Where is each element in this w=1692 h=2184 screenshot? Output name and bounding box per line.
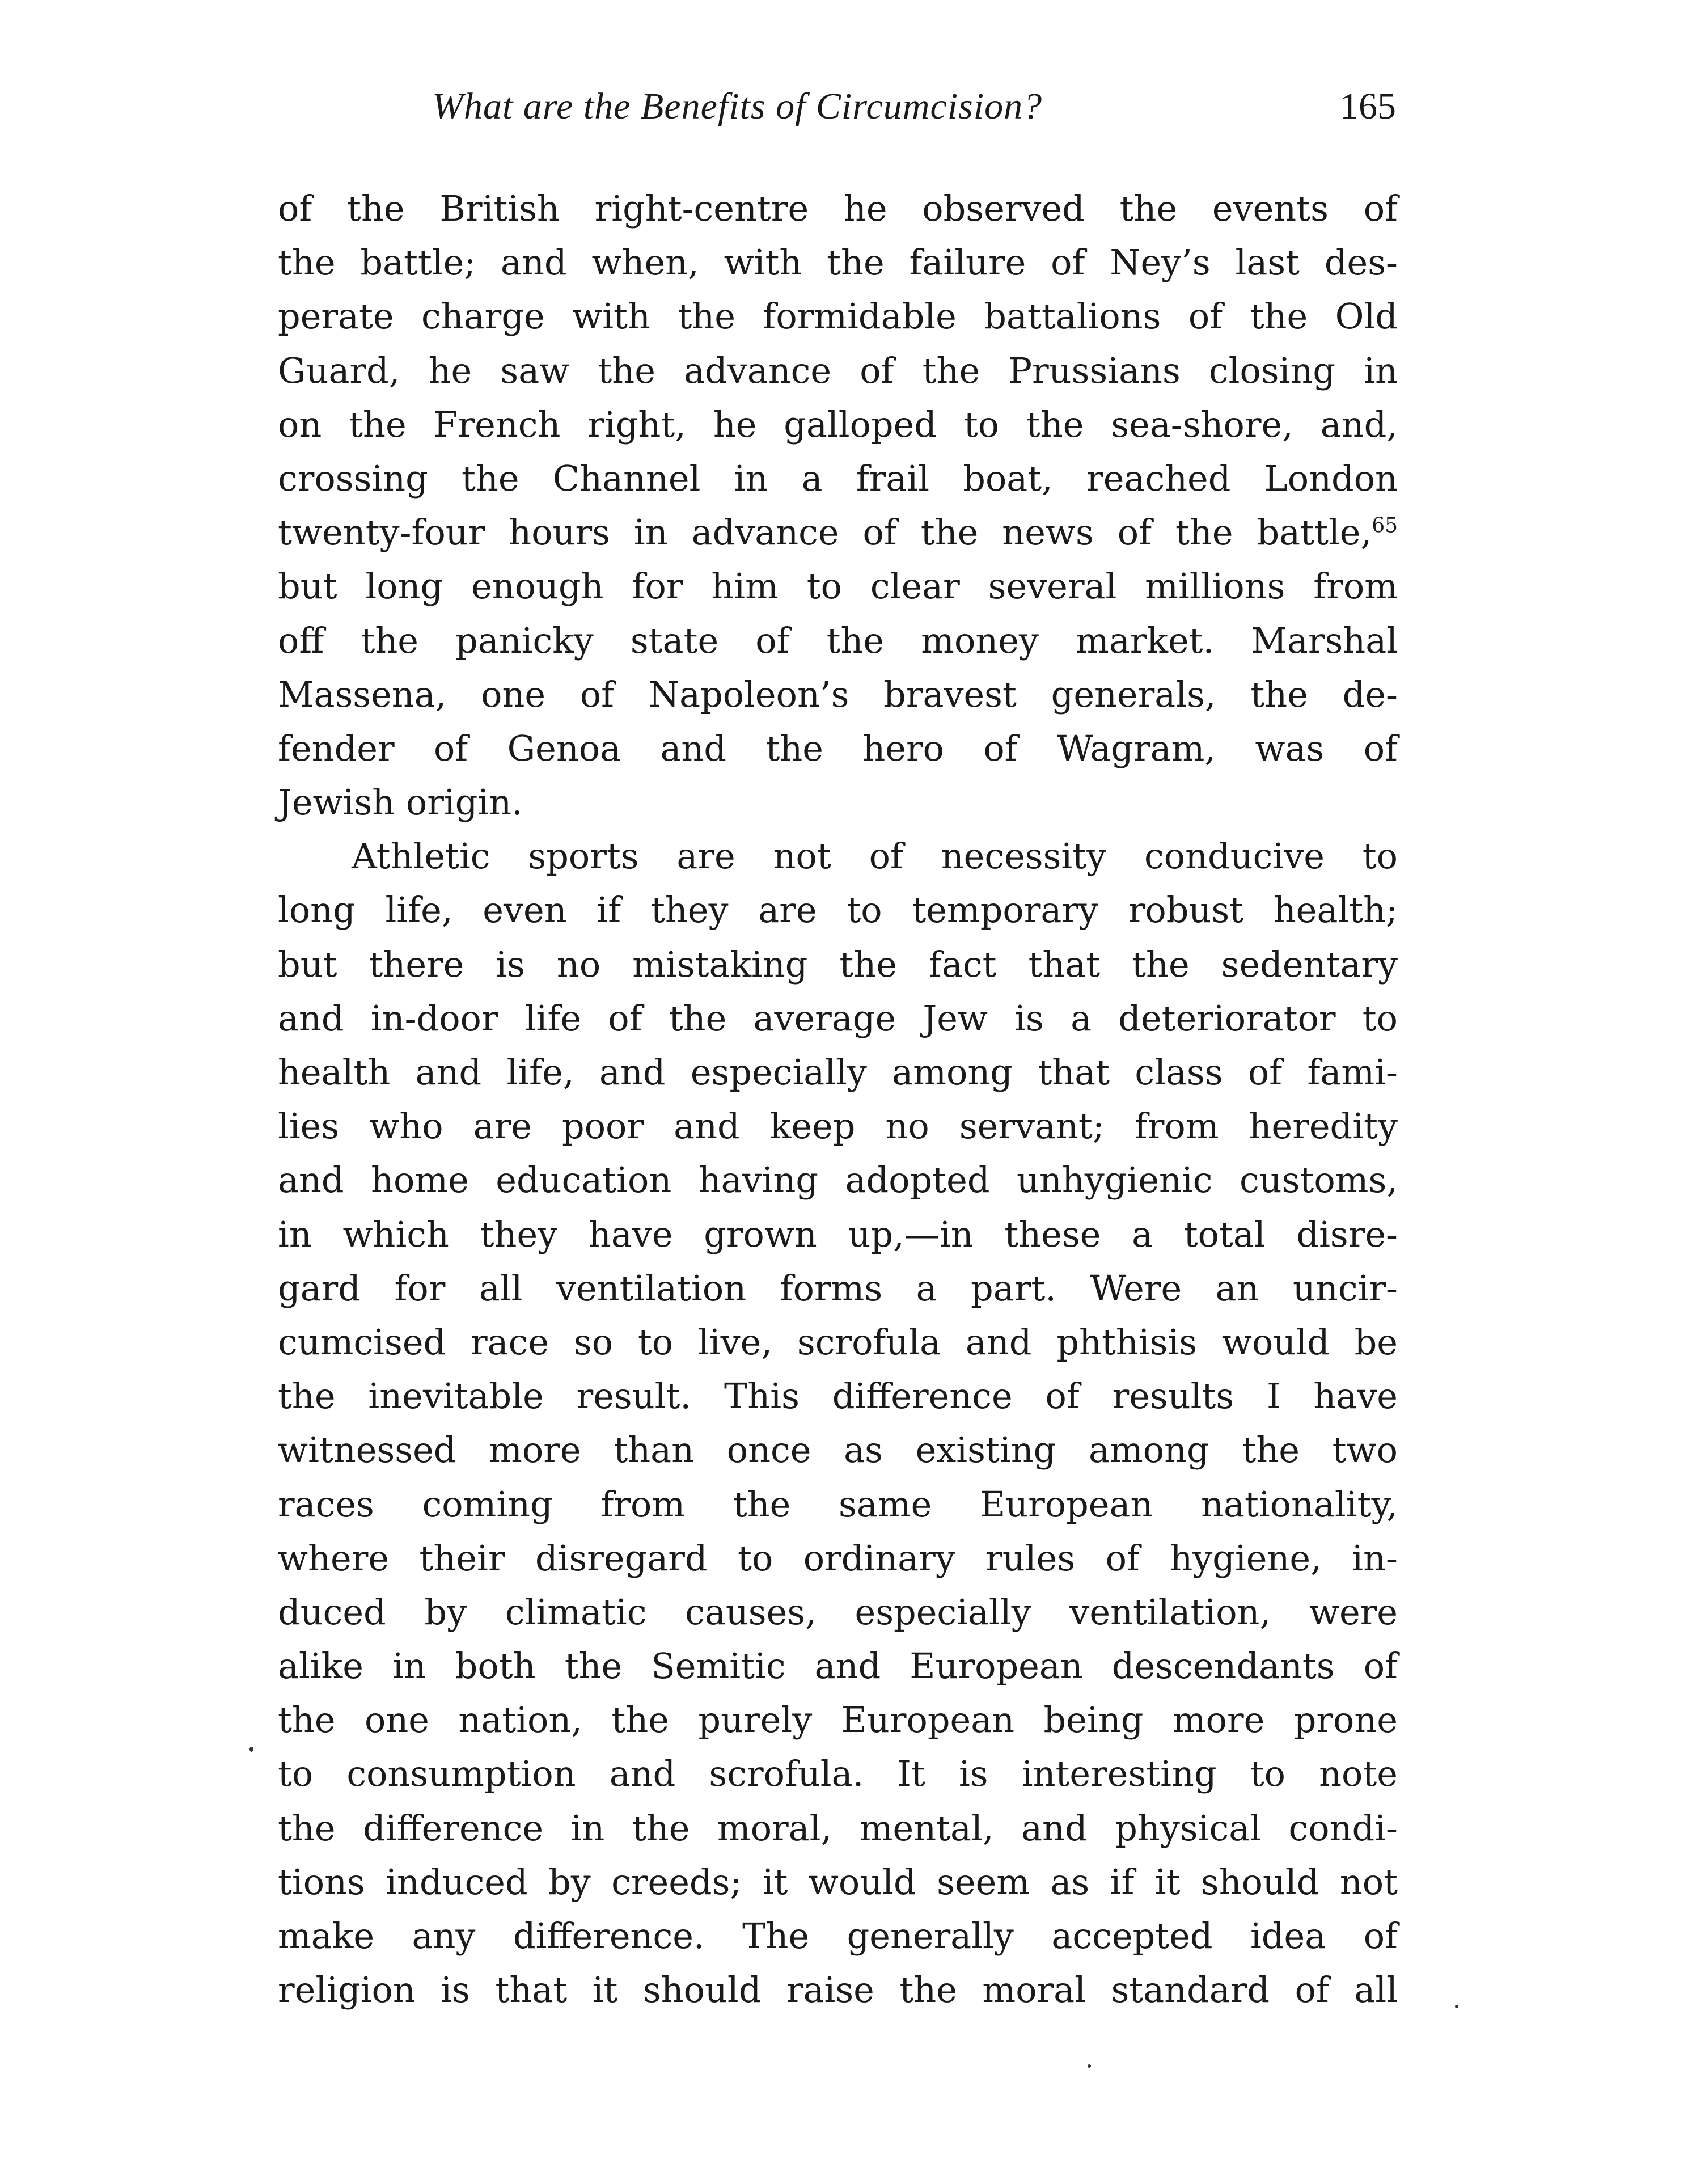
text-line: cumcised race so to live, scrofula and phthisis would be [278, 1321, 1398, 1363]
text-line: Massena, one of Napoleon’s bravest generals, the de- [278, 673, 1398, 715]
text-line: fender of Genoa and the hero of Wagram, was of [278, 727, 1398, 769]
text-line: lies who are poor and keep no servant; from heredity [278, 1105, 1398, 1147]
text-line: make any difference. The generally accepted idea of [278, 1915, 1398, 1957]
text-line: and home education having adopted unhygienic customs, [278, 1159, 1398, 1201]
text-line: the inevitable result. This difference of results I have [278, 1375, 1398, 1417]
text-line: health and life, and especially among that class of fami- [278, 1051, 1398, 1093]
text-line: of the British right-centre he observed the events of [278, 188, 1398, 229]
text-line: the difference in the moral, mental, and physical condi- [278, 1807, 1398, 1849]
scan-speck [1088, 2064, 1091, 2068]
scan-speck [249, 1747, 253, 1752]
text-line: religion is that it should raise the moral standard of all [278, 1969, 1398, 2011]
text-line: the one nation, the purely European being more prone [278, 1699, 1398, 1741]
text-line: but long enough for him to clear several millions from [278, 565, 1398, 607]
text-line: on the French right, he galloped to the sea-shore, and, [278, 403, 1398, 445]
paragraph-2 [278, 829, 1398, 2017]
running-title: What are the Benefits of Circumcision? [432, 86, 1043, 127]
text-line: Jewish origin. [278, 781, 523, 823]
text-line: gard for all ventilation forms a part. Were an uncir- [278, 1267, 1398, 1309]
text-line: to consumption and scrofula. It is interesting to note [278, 1753, 1398, 1795]
text-line: crossing the Channel in a frail boat, reached London [278, 457, 1398, 499]
text-line: twenty-four hours in advance of the news of the battle, [278, 512, 1372, 554]
text-line: alike in both the Semitic and European descendants of [278, 1645, 1398, 1687]
text-line: duced by climatic causes, especially ventilation, were [278, 1591, 1398, 1633]
text-line: tions induced by creeds; it would seem as if it should not [278, 1861, 1398, 1903]
text-line: and in-door life of the average Jew is a deteriorator to [278, 997, 1398, 1039]
footnote-reference: 65 [1372, 514, 1398, 538]
page-number: 165 [1340, 86, 1396, 127]
text-line-with-footnote [278, 505, 1398, 559]
text-line: races coming from the same European nationality, [278, 1483, 1398, 1525]
scan-speck [1455, 2005, 1458, 2008]
text-line: perate charge with the formidable battalions of the Old [278, 295, 1398, 337]
text-line: Guard, he saw the advance of the Prussians closing in [278, 349, 1398, 391]
text-line: in which they have grown up,—in these a total disre- [278, 1213, 1398, 1255]
running-head [432, 85, 1396, 147]
paragraph-1 [278, 181, 1398, 829]
text-line: but there is no mistaking the fact that the sedentary [278, 943, 1398, 985]
text-line: long life, even if they are to temporary robust health; [278, 889, 1398, 931]
text-line: off the panicky state of the money market. Marshal [278, 619, 1398, 661]
body-text [278, 181, 1398, 2017]
text-line: witnessed more than once as existing among the two [278, 1429, 1398, 1471]
text-line: where their disregard to ordinary rules of hygiene, in- [278, 1537, 1398, 1579]
text-line: Athletic sports are not of necessity conducive to [352, 835, 1398, 877]
text-line: the battle; and when, with the failure of Ney’s last des- [278, 242, 1398, 284]
